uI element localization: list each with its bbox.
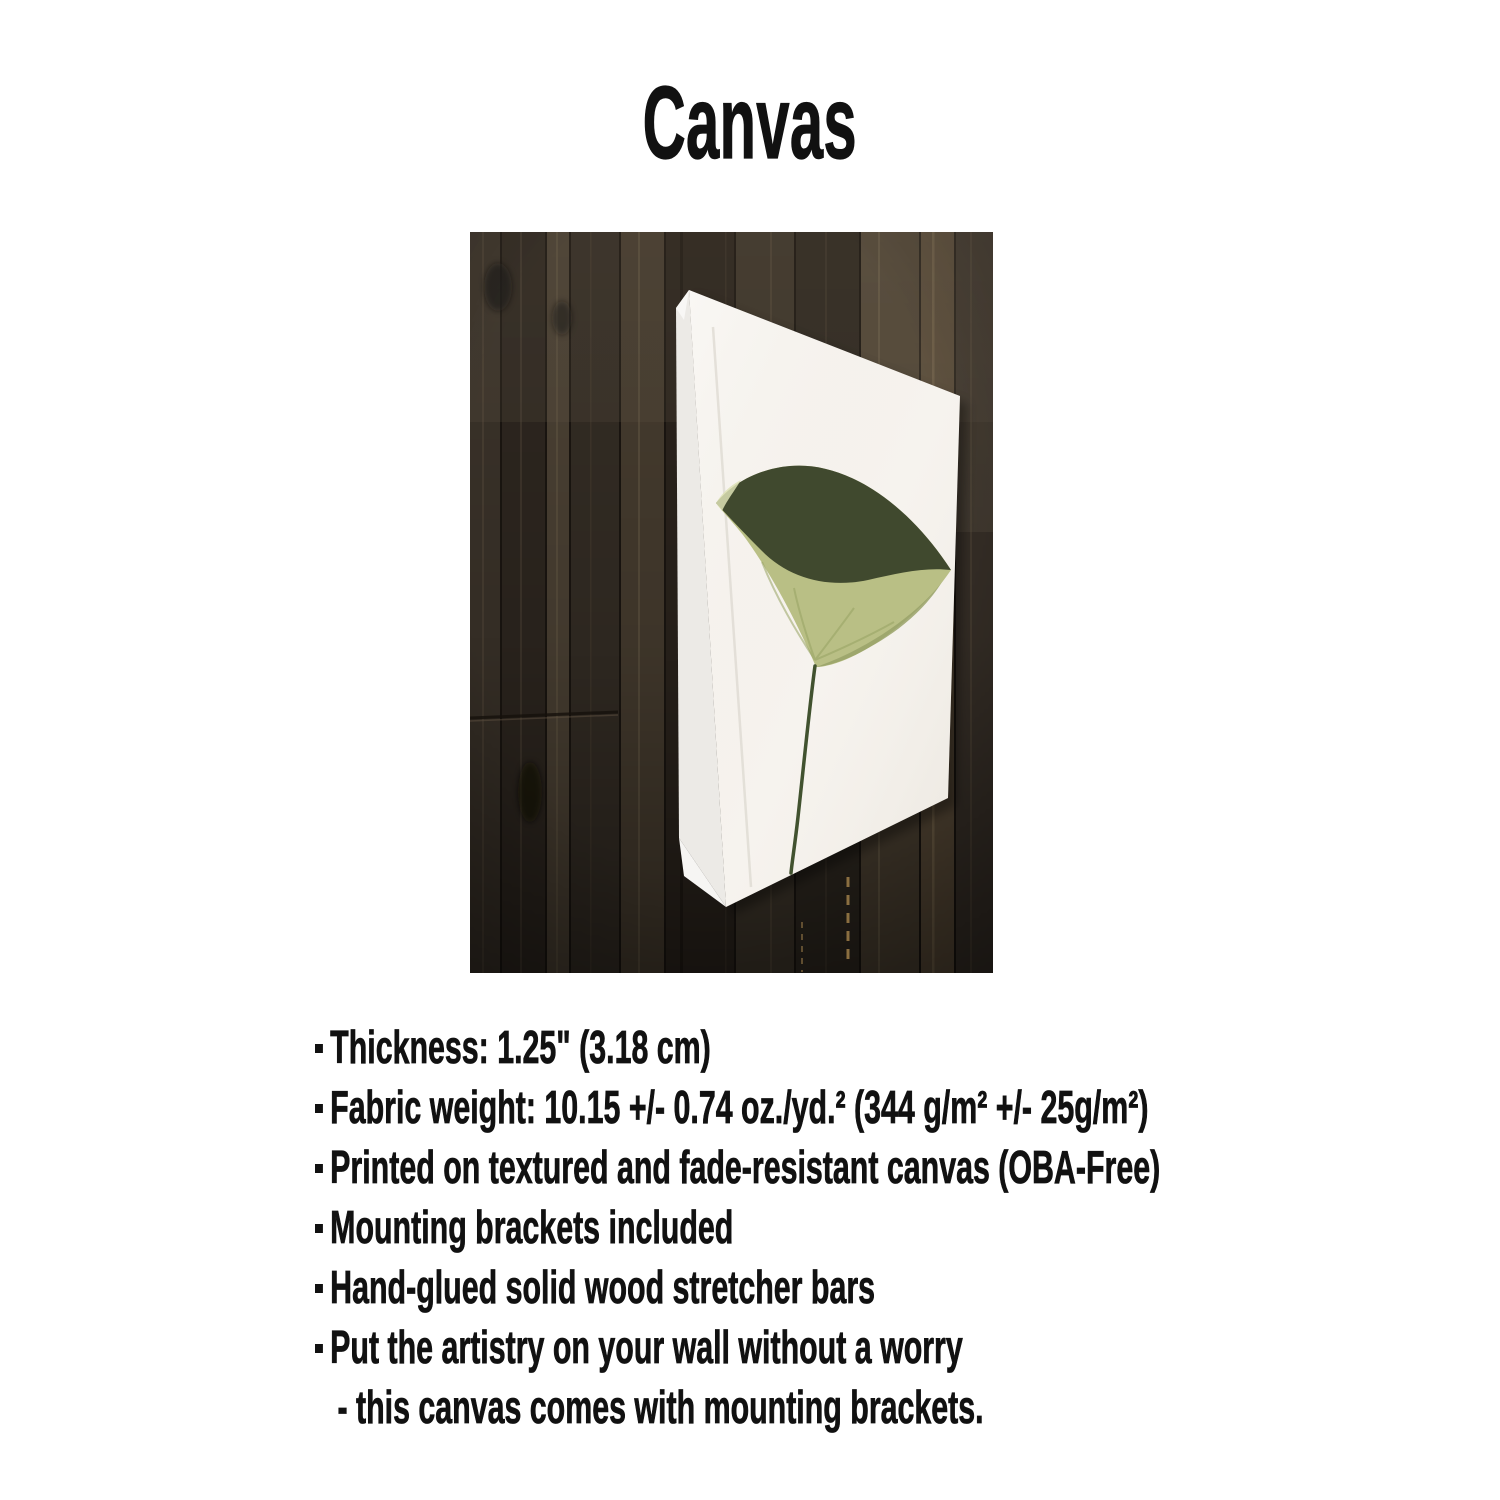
spec-item (315, 1317, 1160, 1377)
spec-text: - this canvas comes with mounting brackets. (337, 1381, 984, 1433)
bullet-icon (315, 1224, 323, 1233)
spec-text: Thickness: 1.25" (3.18 cm) (330, 1021, 711, 1073)
spec-list (315, 1017, 1500, 1437)
page-title (0, 65, 1500, 180)
spec-item (315, 1197, 1160, 1257)
spec-text: Put the artistry on your wall without a worry (330, 1321, 963, 1373)
page-title-text: Canvas (642, 65, 858, 180)
bullet-icon (315, 1104, 323, 1113)
bullet-icon (315, 1164, 323, 1173)
spec-text: Hand-glued solid wood stretcher bars (330, 1261, 876, 1313)
bullet-icon (315, 1344, 323, 1353)
product-photo (470, 232, 993, 973)
spec-text: Mounting brackets included (330, 1201, 734, 1253)
spec-item-continuation (315, 1377, 1160, 1437)
spec-item (315, 1017, 1160, 1077)
spec-item (315, 1137, 1160, 1197)
bullet-icon (315, 1044, 323, 1053)
spec-text: Fabric weight: 10.15 +/- 0.74 oz./yd.² (344 g/m² +/- 25g/m²) (330, 1081, 1149, 1133)
spec-item (315, 1257, 1160, 1317)
bullet-icon (315, 1284, 323, 1293)
spec-text: Printed on textured and fade-resistant canvas (OBA-Free) (330, 1141, 1161, 1193)
product-photo-graphic (470, 232, 993, 973)
spec-item (315, 1077, 1160, 1137)
